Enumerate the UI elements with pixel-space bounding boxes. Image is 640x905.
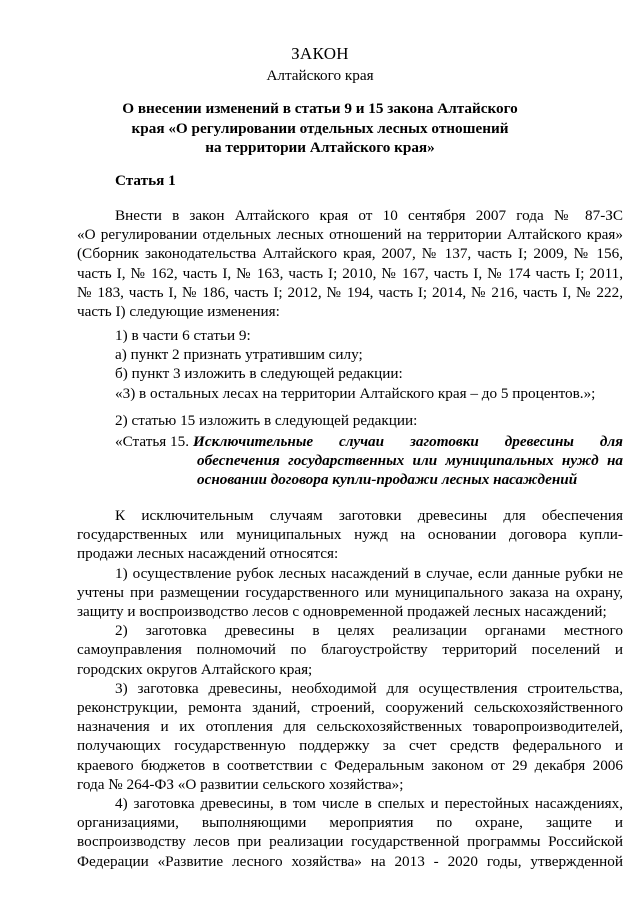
heading-line: на территории Алтайского края» [205,139,435,156]
amendment-article-15-intro [115,411,623,430]
document-title: ЗАКОН [291,44,349,63]
text-line: Внести в закон Алтайского края от 10 сентября 2007 года № 87-ЗС [115,207,623,224]
text-line: самоуправления полномочий по благоустройству территорий поселений и [77,641,623,659]
text-line: краевого бюджетов в соответствии с Федеральным законом от 29 декабря 2006 [77,756,623,774]
text-line: защиту и воспроизводство лесов с одновременной продажей лесных насаждений; [77,603,607,621]
heading-line: края «О регулировании отдельных лесных отношений [131,119,509,137]
text-line: получающих государственную поддержку за счет средств федерального и [77,737,623,755]
text-line: (Сборник законодательства Алтайского края, 2007, № 137, часть I; 2009, № 156, [77,245,623,263]
text-line: «О регулировании отдельных лесных отношений на территории Алтайского края» [77,226,623,244]
text-line: 4) заготовка древесины, в том числе в спелых и перестойных насаждениях, [115,795,623,813]
article-15-title-line: основании договора купли-продажи лесных насаждений [197,471,578,489]
text-line: а) пункт 2 признать утратившим силу; [115,346,363,364]
article-1-intro [77,206,623,321]
text-line: назначения и их отопления для сельскохозяйственных товаропроизводителей, [77,718,623,736]
text-line: 3) заготовка древесины, необходимой для осуществления строительства, [115,679,623,697]
text-line: продажи лесных насаждений относятся: [77,545,339,563]
amendment-article-9 [115,326,623,403]
article-15-body [77,506,623,871]
text-line: 2) заготовка древесины в целях реализации органами местного [115,622,623,640]
heading-line: О внесении изменений в статьи 9 и 15 закона Алтайского [122,100,518,117]
text-line: б) пункт 3 изложить в следующей редакции: [115,365,403,383]
text-line: реконструкции, ремонта зданий, строений, сооружений сельскохозяйственного [77,699,623,717]
article-15-heading-row [115,432,623,451]
text-line: часть I) следующие изменения: [77,303,280,321]
article-1-title: Статья 1 [115,172,176,189]
document-region: Алтайского края [266,67,374,84]
text-line: К исключительным случаям заготовки древесины для обеспечения [115,507,623,524]
text-line: городских округов Алтайского края; [77,660,313,678]
article-15-heading [115,432,623,490]
text-line: № 183, часть I, № 186, часть I; 2012, № 194, часть I; 2014, № 216, часть I, № 222, [77,283,623,301]
text-line: учтены при размещении государственного или муниципального заказа на охрану, [77,583,623,601]
text-line: 2) статью 15 изложить в следующей редакции: [115,412,418,429]
article-15-title-line: Исключительные случаи заготовки древесины для [193,433,623,450]
text-line: организациями, выполняющими мероприятия по охране, защите и [77,814,623,832]
text-line: года № 264-ФЗ «О развитии сельского хозяйства»; [77,775,404,793]
text-line: часть I, № 162, часть I, № 163, часть I; 2010, № 167, часть I, № 174 часть I; 2011, [77,264,623,282]
text-line: «3) в остальных лесах на территории Алтайского края – до 5 процентов.»; [115,384,596,402]
article-15-prefix: «Статья 15. [115,433,190,450]
article-15-title-line: обеспечения государственных или муниципальных нужд на [197,452,623,470]
text-line: 1) в части 6 статьи 9: [115,327,251,344]
text-line: воспроизводству лесов при реализации государственной программы Российской [77,833,623,851]
text-line: Федерации «Развитие лесного хозяйства» на 2013 - 2020 годы, утвержденной [77,852,623,870]
law-heading [0,99,640,158]
text-line: 1) осуществление рубок лесных насаждений в случае, если данные рубки не [115,564,623,582]
text-line: государственных или муниципальных нужд на основании договора купли- [77,526,623,544]
